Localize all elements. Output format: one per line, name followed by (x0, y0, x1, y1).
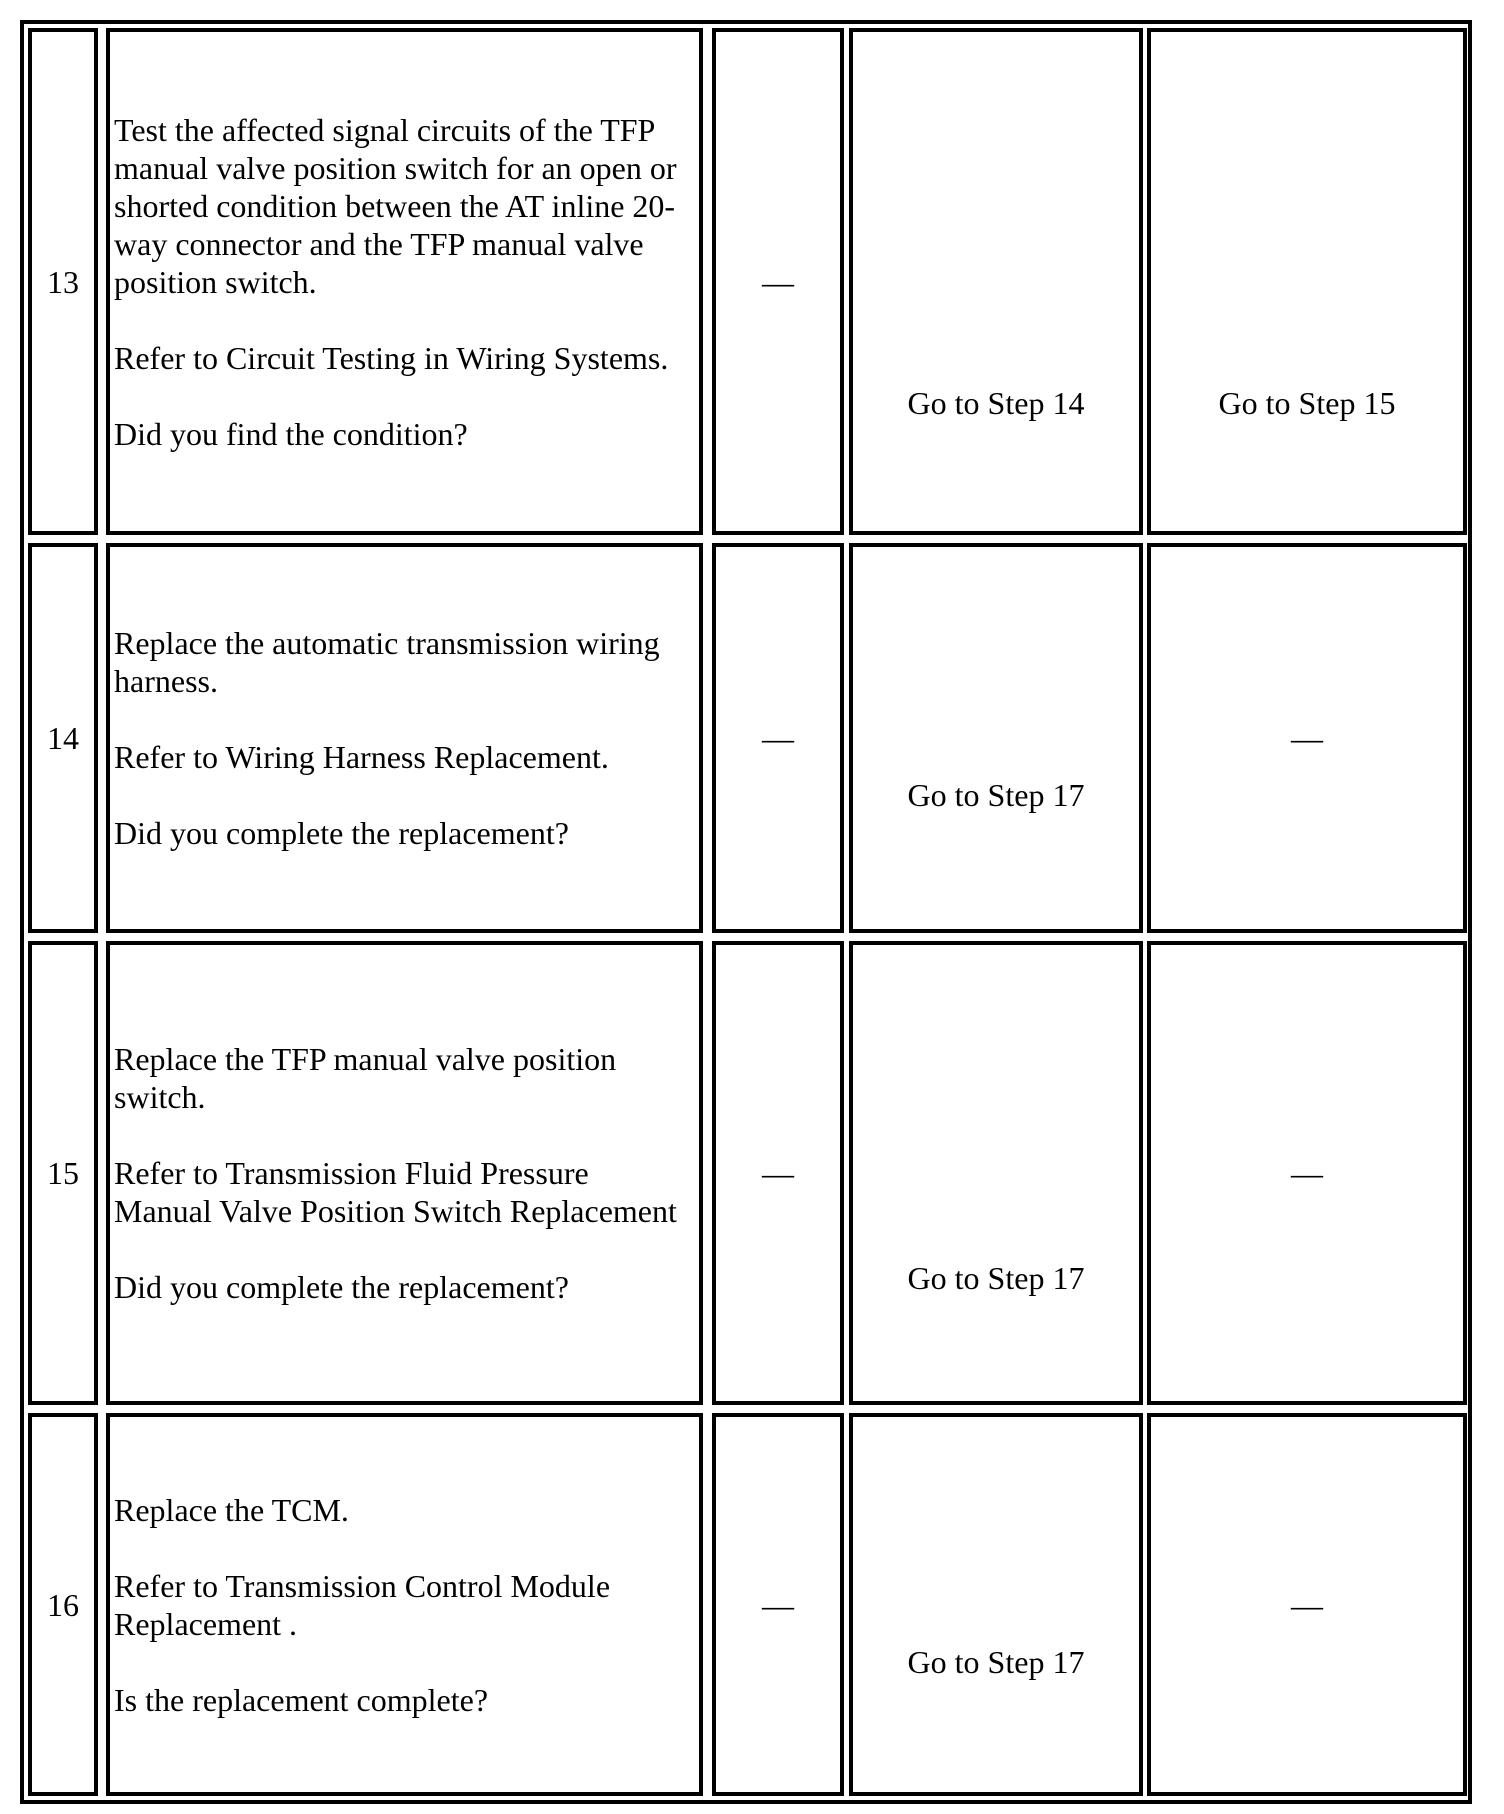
step-cell (28, 28, 98, 535)
yes-cell (849, 1413, 1143, 1796)
step-number: 14 (47, 720, 79, 756)
no-text: — (1291, 1155, 1323, 1191)
yes-cell (849, 941, 1143, 1405)
action-instruction: Replace the TFP manual valve position switch. (114, 1041, 617, 1115)
value-cell (712, 941, 844, 1405)
value-text: — (762, 263, 794, 300)
no-link[interactable]: Go to Step 15 (1218, 385, 1396, 421)
no-cell (1147, 543, 1467, 933)
action-cell (106, 941, 703, 1405)
step-number: 16 (47, 1586, 79, 1623)
action-text (114, 624, 693, 852)
action-cell (106, 543, 703, 933)
action-cell (106, 28, 703, 535)
step-cell (28, 1413, 98, 1796)
action-reference: Refer to Circuit Testing in Wiring Systems. (114, 339, 669, 376)
yes-link[interactable]: Go to Step 17 (907, 1260, 1085, 1296)
step-number: 13 (47, 263, 79, 300)
action-question: Did you complete the replacement? (114, 1269, 569, 1305)
yes-cell (849, 543, 1143, 933)
value-cell (712, 1413, 844, 1796)
table-row (24, 539, 1468, 937)
value-text: — (762, 1586, 794, 1623)
value-text: — (762, 720, 794, 756)
action-question: Is the replacement complete? (114, 1681, 489, 1718)
action-cell (106, 1413, 703, 1796)
action-instruction: Test the affected signal circuits of the TFP manual valve position switch for an open or shorted condition between the AT inline 20-way connector and the TFP manual valve position switch. (114, 111, 677, 300)
action-text (114, 1040, 693, 1306)
no-cell (1147, 28, 1467, 535)
action-text (114, 1491, 693, 1719)
step-cell (28, 941, 98, 1405)
action-instruction: Replace the automatic transmission wiring harness. (114, 625, 660, 699)
value-text: — (762, 1155, 794, 1191)
step-number: 15 (47, 1155, 79, 1191)
no-cell (1147, 1413, 1467, 1796)
no-cell (1147, 941, 1467, 1405)
action-question: Did you find the condition? (114, 415, 468, 452)
action-reference: Refer to Transmission Fluid Pressure Manual Valve Position Switch Replacement (114, 1155, 677, 1229)
yes-cell (849, 28, 1143, 535)
yes-link[interactable]: Go to Step 17 (907, 777, 1085, 813)
action-question: Did you complete the replacement? (114, 815, 569, 851)
action-reference: Refer to Wiring Harness Replacement. (114, 739, 609, 775)
diagnostic-table (20, 20, 1472, 1804)
value-cell (712, 543, 844, 933)
table-row (24, 1409, 1468, 1800)
table-row (24, 24, 1468, 539)
yes-link[interactable]: Go to Step 14 (907, 385, 1085, 421)
action-instruction: Replace the TCM. (114, 1491, 349, 1528)
action-reference: Refer to Transmission Control Module Replacement . (114, 1567, 611, 1642)
no-text: — (1291, 720, 1323, 756)
no-text: — (1291, 1586, 1323, 1623)
action-text (114, 111, 693, 453)
step-cell (28, 543, 98, 933)
yes-link[interactable]: Go to Step 17 (907, 1644, 1085, 1680)
table-row (24, 937, 1468, 1409)
value-cell (712, 28, 844, 535)
